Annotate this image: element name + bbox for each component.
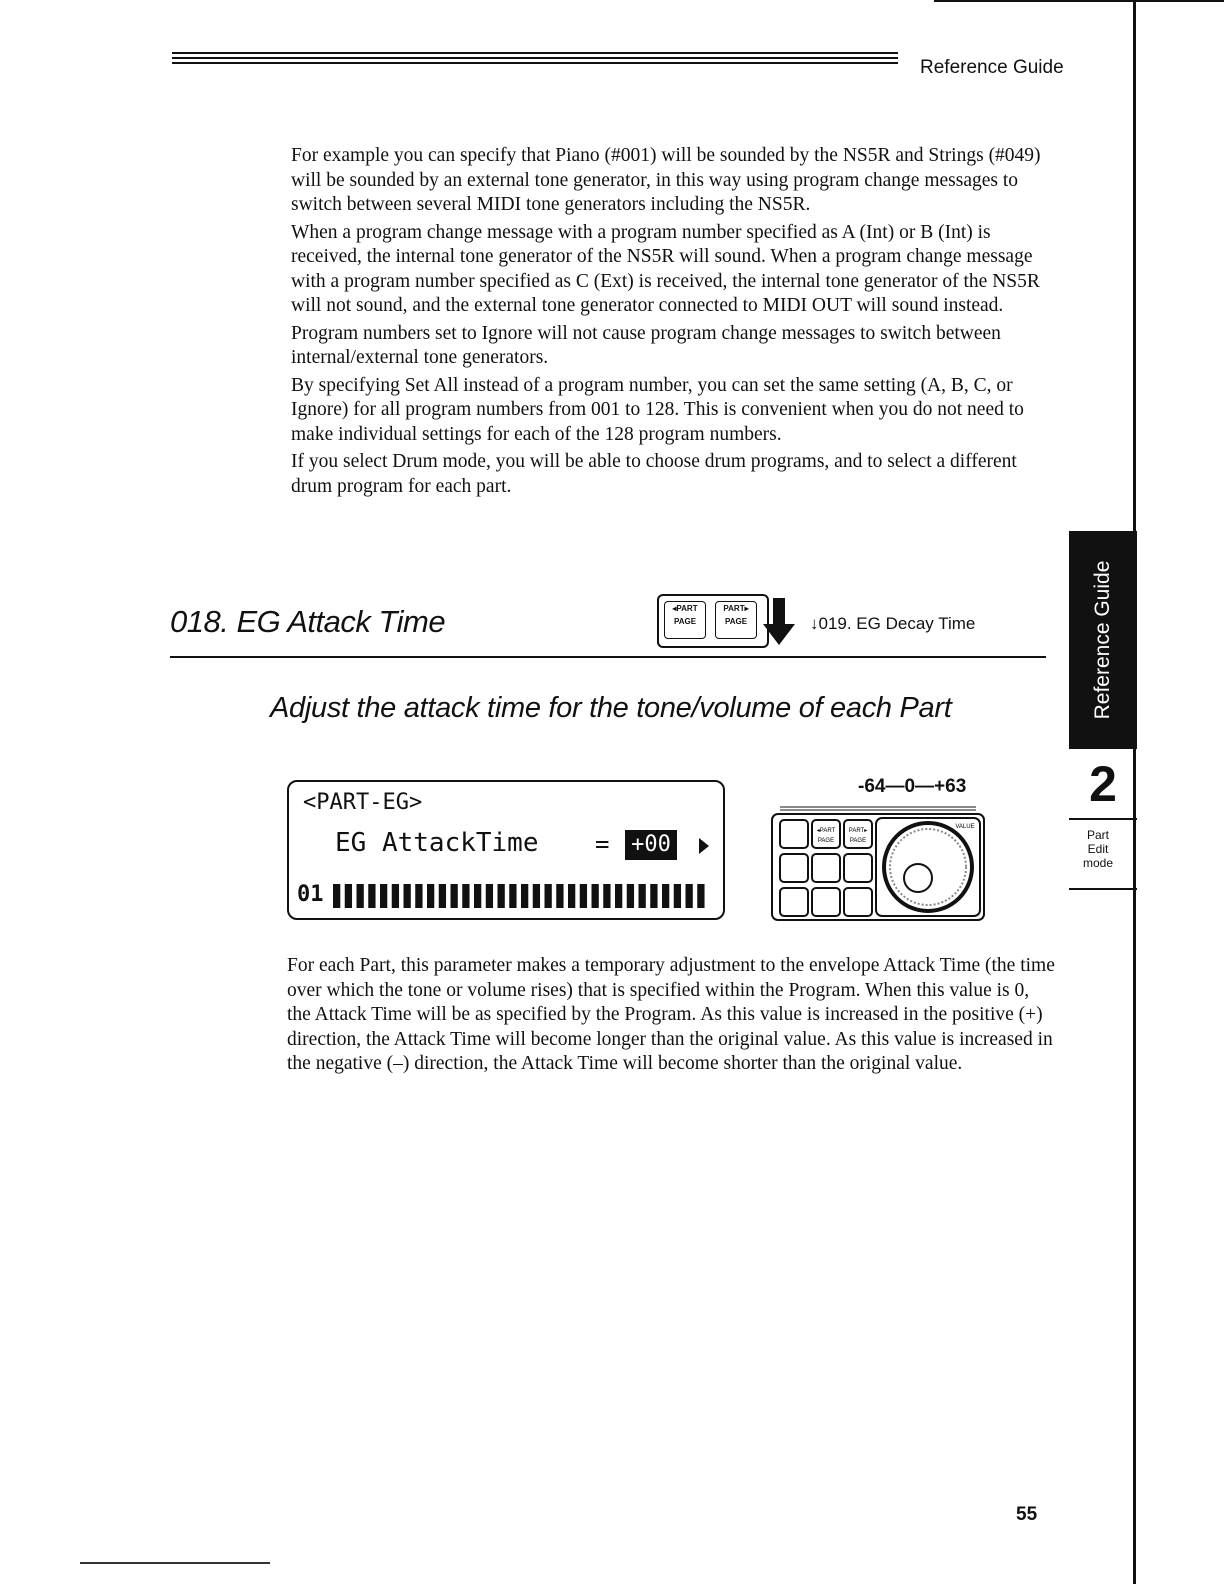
level-bar — [357, 884, 364, 908]
part-level-bars — [333, 884, 709, 910]
level-bar — [639, 884, 646, 908]
section-rule — [170, 656, 1046, 658]
lcd-parameter-name: EG AttackTime — [335, 828, 539, 858]
lcd-value: +00 — [625, 830, 677, 860]
level-bar — [474, 884, 481, 908]
intro-paragraph: If you select Drum mode, you will be able to choose drum programs, and to select a different drum program for each part. — [291, 451, 1017, 497]
level-bar — [498, 884, 505, 908]
footer-rule — [80, 1562, 270, 1564]
cursor-right-icon — [699, 838, 709, 854]
intro-paragraph: By specifying Set All instead of a program number, you can set the same setting (A, B, C, or Ignore) for all program numbers from 001 to 128. This is convenient when you do not need to make individual settings for each of the 128 program numbers. — [291, 374, 1024, 445]
level-bar — [427, 884, 434, 908]
panel-value-label: VALUE — [955, 824, 975, 830]
intro-paragraph: For example you can specify that Piano (#001) will be sounded by the NS5R and Strings (#049) will be sounded by an external tone generator, in this way using program change messages to switch between several MIDI tone generators including the NS5R. — [291, 145, 1041, 215]
intro-paragraph: Program numbers set to Ignore will not cause program change messages to switch between internal/external tone generators. — [291, 322, 1001, 368]
level-bar — [580, 884, 587, 908]
chapter-rule — [1069, 818, 1137, 820]
header-title: Reference Guide — [920, 57, 1064, 78]
level-bar — [451, 884, 458, 908]
lcd-part-number: 01 — [297, 882, 324, 907]
panel-key-right-sub: PAGE — [849, 838, 867, 844]
level-bar — [592, 884, 599, 908]
intro-text — [291, 144, 1051, 502]
next-parameter-ref: ↓019. EG Decay Time — [810, 614, 976, 633]
parameter-description: For each Part, this parameter makes a temporary adjustment to the envelope Attack Time (the time over which the tone or volume rises) that is specified within the Program. When this value is 0, the Attack Time will be as specified by the Program. As this value is increased in the positive (+) direction, the Attack Time will become longer than the original value. As this value is increased in the negative (–) direction, the Attack Time will become shorter than the original value. — [287, 955, 1055, 1074]
level-bar — [615, 884, 622, 908]
part-page-right-key: PART▸ PAGE — [715, 601, 757, 639]
section-subtitle: Adjust the attack time for the tone/volume of each Part — [270, 692, 952, 724]
value-range: -64—0—+63 — [858, 776, 967, 797]
lcd-mode-label: <PART-EG> — [303, 790, 423, 815]
chapter-number: 2 — [1089, 756, 1117, 812]
level-bar — [486, 884, 493, 908]
level-bar — [380, 884, 387, 908]
level-bar — [368, 884, 375, 908]
panel-key-left-sub: PAGE — [817, 838, 835, 844]
level-bar — [533, 884, 540, 908]
level-bar — [333, 884, 340, 908]
section-title: 018. EG Attack Time — [170, 604, 446, 639]
level-bar — [556, 884, 563, 908]
level-bar — [404, 884, 411, 908]
intro-paragraph: When a program change message with a program number specified as A (Int) or B (Int) is received, the internal tone generator of the NS5R will sound. When a program change message with a program number specified as C (Ext) is received, the internal tone generator of the NS5R will not sound, and the external tone generator connected to MIDI OUT will sound instead. — [291, 221, 1040, 316]
page-number: 55 — [1016, 1504, 1038, 1525]
level-bar — [415, 884, 422, 908]
level-bar — [674, 884, 681, 908]
lcd-equals: = — [595, 830, 610, 858]
level-bar — [521, 884, 528, 908]
level-bar — [697, 884, 704, 908]
chapter-rule — [1069, 888, 1137, 890]
level-bar — [345, 884, 352, 908]
header-rules — [172, 52, 898, 68]
level-bar — [662, 884, 669, 908]
level-bar — [603, 884, 610, 908]
level-bar — [650, 884, 657, 908]
front-panel-illustration — [770, 804, 986, 922]
level-bar — [439, 884, 446, 908]
part-page-keys — [657, 594, 769, 648]
level-bar — [462, 884, 469, 908]
level-bar — [545, 884, 552, 908]
panel-key-right-label: PART▸ — [848, 828, 868, 834]
level-bar — [509, 884, 516, 908]
chapter-mode-label: Part Edit mode — [1082, 828, 1114, 870]
level-bar — [686, 884, 693, 908]
top-rule — [934, 0, 1224, 2]
part-page-left-key: ◂PART PAGE — [664, 601, 706, 639]
level-bar — [568, 884, 575, 908]
chapter-tab-label: Reference Guide — [1091, 560, 1114, 720]
panel-key-grid — [780, 820, 872, 916]
level-bar — [627, 884, 634, 908]
lcd-display — [287, 780, 725, 920]
down-arrow-icon — [762, 598, 796, 646]
level-bar — [392, 884, 399, 908]
panel-key-left-label: ◂PART — [816, 828, 836, 834]
chapter-tab — [1069, 531, 1137, 749]
